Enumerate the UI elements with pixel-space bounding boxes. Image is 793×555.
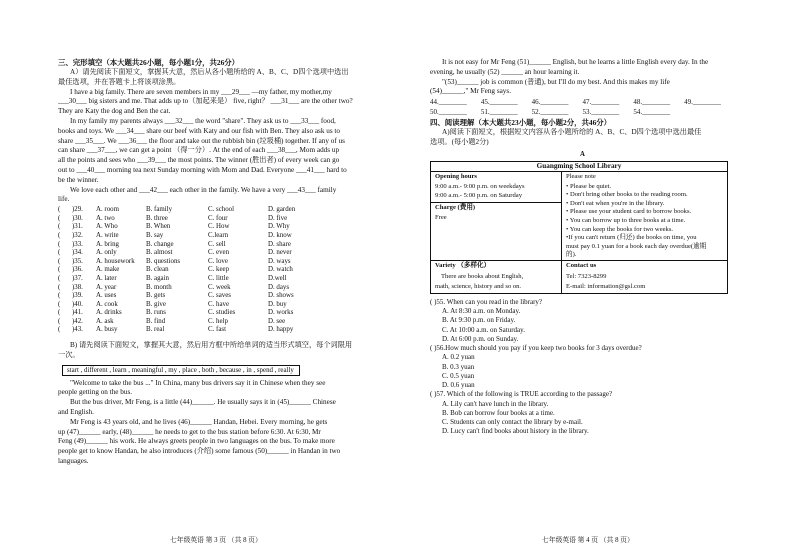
option-b: B. clean: [146, 266, 169, 274]
option-c: C. keep: [208, 266, 230, 274]
option-b: B. gets: [146, 292, 166, 300]
option-b: B. questions: [146, 257, 181, 265]
option-b: B. again: [146, 274, 169, 282]
answer-bracket[interactable]: (: [58, 223, 61, 231]
answer-blank[interactable]: 45.________: [480, 98, 518, 107]
passage-b-line: Mr Feng is 43 years old, and he lives (46)______ Handan, Hebei. Every morning, he gets: [70, 417, 328, 426]
answer-bracket[interactable]: (: [58, 274, 61, 282]
contact-phone: Tel: 7323-8299: [566, 272, 607, 280]
question-number: )35.: [72, 257, 83, 265]
passage-b-line: "Welcome to take the bus ..." In China, many bus drivers say it in Chinese when they see: [70, 378, 326, 387]
cloze-options-list: [58, 206, 386, 335]
library-title: Guangming School Library: [431, 162, 727, 172]
exam-page-3: [0, 0, 396, 555]
library-notice-table: [430, 161, 728, 294]
question-number: )39.: [72, 292, 83, 300]
question-number: )36.: [72, 266, 83, 274]
option-c: C. sell: [208, 240, 226, 248]
article-label: A: [580, 150, 585, 158]
option-b: B. month: [146, 283, 172, 291]
option-row: [58, 223, 386, 232]
question-option[interactable]: B. Bob can borrow four books at a time.: [442, 408, 555, 417]
question-number: )33.: [72, 240, 83, 248]
option-b: B. almost: [146, 249, 173, 257]
passage-a-line: out to ___40___ morning tea next Sunday morning with Mom and Dad. Everyone ___41___ hard to: [58, 165, 347, 174]
part-a-instruction-line: 最佳选项，并在答题卡上将该项涂黑。: [58, 77, 181, 86]
question-number: )37.: [72, 274, 83, 282]
contact-cell: [562, 261, 727, 293]
question-number: )32.: [72, 231, 83, 239]
question-number: )34.: [72, 249, 83, 257]
passage-b-line: up (47)______ early, (48)______ he needs to get to the bus station before 6:30. At 6:30, Mr: [58, 427, 321, 436]
option-a: A. bring: [96, 240, 119, 248]
part-a-instruction-line: A）请先阅读下面短文，掌握其大意，然后从各小题所给的 A、B、C、D四个选项中选出: [70, 68, 349, 76]
notes-cell: [562, 172, 727, 260]
note-item: • Please use your student card to borrow books.: [566, 208, 692, 216]
option-a: A. busy: [96, 326, 118, 334]
answer-bracket[interactable]: (: [58, 214, 61, 222]
option-b: B. When: [146, 223, 171, 231]
option-c: C. help: [208, 317, 228, 325]
option-b: B. find: [146, 317, 166, 325]
option-d: D. never: [268, 249, 292, 257]
blank-row: [430, 108, 735, 118]
option-d: D. shows: [268, 292, 294, 300]
note-item: •If you can't return (归还) the books on time, you: [566, 234, 697, 242]
option-row: [58, 215, 386, 224]
option-row: [58, 266, 386, 275]
note-label: Please note: [566, 172, 596, 180]
note-item: 的).: [566, 251, 577, 259]
word-box: start , different , learn , meaningful , my , place , both , because , in , spend , really: [62, 365, 300, 376]
answer-blank[interactable]: 44.________: [430, 98, 467, 107]
option-a: A. write: [96, 231, 119, 239]
answer-blank[interactable]: 53.________: [582, 107, 620, 116]
passage-cont-line: "(53)______ job is common (普通), but I'll do my best. And this makes my life: [442, 77, 670, 86]
variety-line: There are books about English,: [441, 272, 524, 280]
passage-a-line: books and toys. We ___34___ share our beef with Katy and our fish with Ben. They also ask us to: [58, 126, 341, 135]
section-4-title: 四、阅读理解（本大题共23小题，每小题2分，共46分）: [430, 118, 612, 128]
question-number: )41.: [72, 309, 83, 317]
option-b: B. say: [146, 231, 164, 239]
question-stem[interactable]: ( )56.How much should you pay if you keep two books for 3 days overdue?: [430, 343, 642, 352]
question-option[interactable]: C. At 10:00 a.m. on Saturday.: [442, 325, 525, 334]
option-row: [58, 309, 386, 318]
cloze-passage-a: [58, 88, 386, 206]
option-a: A. later: [96, 274, 117, 282]
answer-blank[interactable]: 51.________: [480, 107, 518, 116]
question-option[interactable]: D. At 6:00 p.m. on Sunday.: [442, 334, 519, 343]
answer-blank[interactable]: 46.________: [531, 98, 569, 107]
option-row: [58, 206, 386, 215]
passage-cont-line: evening, he usually (52) ______ an hour learning it.: [430, 67, 580, 76]
question-option[interactable]: B. 0.3 yuan: [442, 362, 475, 371]
note-item: • You can keep the books for two weeks.: [566, 225, 674, 233]
contact-label: Contact us: [566, 261, 597, 269]
option-c: C. little: [208, 274, 229, 282]
option-b: B. change: [146, 240, 174, 248]
answer-blank[interactable]: [684, 108, 735, 118]
option-row: [58, 275, 386, 284]
variety-label: Variety （多样化）: [435, 261, 491, 269]
option-row: [58, 249, 386, 258]
question-option[interactable]: D. 0.6 yuan: [442, 380, 475, 389]
option-c: C. fast: [208, 326, 226, 334]
option-row: [58, 284, 386, 293]
option-c: C. saves: [208, 292, 231, 300]
option-c: C. How: [208, 223, 230, 231]
note-item: must pay 0.1 yuan for a book each day overdue(逾期: [566, 242, 707, 250]
option-d: D. garden: [268, 206, 296, 214]
note-item: • Don't eat when you're in the library.: [566, 199, 665, 207]
answer-bracket[interactable]: (: [58, 257, 61, 265]
passage-a-line: I have a big family. There are seven members in my ___29___ —my father, my mother,my: [70, 87, 332, 96]
hours-charge-cell: [431, 172, 562, 260]
option-row: [58, 301, 386, 310]
option-a: A. room: [96, 206, 119, 214]
answer-blank[interactable]: 48.________: [633, 98, 671, 107]
option-d: D. Why: [268, 223, 290, 231]
option-c: C. week: [208, 283, 231, 291]
passage-a-line: be the winner.: [58, 175, 99, 184]
answer-bracket[interactable]: (: [58, 283, 61, 291]
answer-bracket[interactable]: (: [58, 206, 61, 214]
option-d: D. buy: [268, 300, 287, 308]
charge-value: Free: [435, 214, 447, 222]
passage-a-line: We love each other and ___42___ each other in the family. We have a very ___43___ family: [70, 185, 337, 194]
answer-blank[interactable]: 49.________: [684, 98, 721, 107]
option-row: [58, 258, 386, 267]
passage-b-line: Feng (49)______ his work. He always greets people in two languages on the bus. To make more: [58, 437, 335, 446]
question-number: )31.: [72, 223, 83, 231]
passage-a-line: ___30___ big sisters and me. That adds up to（加起来是） five, right？ ___31___ are the other two?: [58, 97, 353, 106]
option-row: [58, 292, 386, 301]
reading-questions: [430, 298, 735, 437]
option-d: D. share: [268, 240, 291, 248]
reading-instruction-line: 选项。(每小题2分): [430, 138, 489, 147]
option-b: B. real: [146, 326, 165, 334]
question-number: )43.: [72, 326, 83, 334]
answer-blanks: [430, 98, 735, 117]
question-option[interactable]: C. Students can only contact the library by e-mail.: [442, 417, 583, 426]
option-a: A. cook: [96, 300, 118, 308]
option-a: A. housework: [96, 257, 135, 265]
answer-bracket[interactable]: (: [58, 317, 61, 325]
question-stem[interactable]: ( )55. When can you read in the library?: [430, 297, 543, 306]
passage-a-line: They are Katy the dog and Ben the cat.: [58, 107, 171, 116]
passage-cont-line: (54)______," Mr Feng says.: [430, 87, 511, 96]
option-b: B. runs: [146, 309, 166, 317]
question-number: )38.: [72, 283, 83, 291]
page-footer: 七年级英语 第 4 页 （共 8 页）: [542, 537, 634, 544]
question-number: )30.: [72, 214, 83, 222]
passage-b-line: people getting on the bus.: [58, 388, 133, 397]
question-number: )42.: [72, 317, 83, 325]
option-d: D.well: [268, 274, 287, 282]
page-footer: 七年级英语 第 3 页 （共 8 页）: [170, 537, 262, 544]
note-item: • Please be quiet.: [566, 182, 612, 190]
option-a: A. uses: [96, 292, 117, 300]
passage-b-line: languages.: [58, 457, 89, 466]
answer-bracket[interactable]: (: [58, 240, 61, 248]
section-3-title: 三、完形填空（本大题共26小题，每小题1分，共26分）: [58, 58, 240, 67]
charge-label: Charge (费用): [435, 203, 476, 211]
answer-bracket[interactable]: (: [58, 292, 61, 300]
option-a: A. two: [96, 214, 115, 222]
variety-cell: [431, 261, 562, 293]
option-row: [58, 326, 386, 335]
passage-a-line: can share ___37___, we can get a point （得一分）. At the end of each ___38___, Mom adds up: [58, 146, 340, 155]
reading-instruction-line: A)阅读下面短文，根据短文内容从各小题所给的 A、B、C、D四个选项中选出最佳: [442, 128, 702, 137]
question-option[interactable]: D. Lucy can't find books about history in the library.: [442, 427, 589, 436]
option-d: D. works: [268, 309, 294, 317]
answer-bracket[interactable]: (: [58, 300, 61, 308]
option-c: C. studies: [208, 309, 236, 317]
option-d: D. five: [268, 214, 288, 222]
option-a: A. make: [96, 266, 120, 274]
question-number: )29.: [72, 206, 83, 214]
question-number: )40.: [72, 300, 83, 308]
question-option[interactable]: A. At 8:30 a.m. on Monday.: [442, 307, 521, 316]
exam-page-4: [397, 0, 793, 555]
passage-a-line: In my family my parents always ___32___ the word "share". They ask us to ___33___ food,: [70, 116, 336, 125]
option-a: A. year: [96, 283, 117, 291]
part-b-instruction-line: B) 请先阅读下面短文，掌握其大意，然后用方框中所给单词的适当形式填空，每个词限用: [70, 341, 353, 350]
option-row: [58, 241, 386, 250]
question-option[interactable]: B. At 9:30 p.m. on Friday.: [442, 316, 516, 325]
passage-cont-line: It is not easy for Mr Feng (51)______ English, but he learns a little English every day. In the: [442, 58, 709, 66]
option-c: C. even: [208, 249, 230, 257]
note-item: • You can borrow up to three books at a time.: [566, 216, 686, 224]
contact-email: E-mail: information@gsl.com: [566, 283, 646, 291]
answer-blank[interactable]: 50.________: [430, 107, 467, 116]
option-b: B. three: [146, 214, 168, 222]
option-d: D. ways: [268, 257, 291, 265]
answer-bracket[interactable]: (: [58, 309, 61, 317]
passage-b-line: But the bus driver, Mr Feng, is a little (44)______. He usually says it in (45)______ Chinese: [70, 398, 336, 407]
option-row: [58, 232, 386, 241]
passage-b-line: and English.: [58, 408, 94, 417]
option-d: D. happy: [268, 326, 294, 334]
option-d: D. see: [268, 317, 286, 325]
note-item: • Don't bring other books to the reading room.: [566, 191, 688, 199]
option-d: D. watch: [268, 266, 293, 274]
option-b: B. family: [146, 206, 173, 214]
option-d: D. know: [268, 231, 292, 239]
option-c: C. school: [208, 206, 235, 214]
passage-a-line: life.: [58, 195, 70, 204]
cloze-passage-b: [58, 379, 386, 467]
answer-bracket[interactable]: (: [58, 326, 61, 334]
option-a: A. Who: [96, 223, 118, 231]
answer-bracket[interactable]: (: [58, 266, 61, 274]
passage-b-line: people get to know Handan, he also introduces (介绍) some famous (50)______ in Handan in two: [58, 447, 341, 456]
option-d: D. days: [268, 283, 290, 291]
opening-hours-weekdays: 9:00 a.m.- 9:00 p.m. on weekdays: [435, 182, 525, 190]
option-a: A. ask: [96, 317, 114, 325]
answer-blank[interactable]: 52.________: [531, 107, 569, 116]
passage-a-line: share ___35___. We ___36___ the floor and take out the rubbish bin (垃圾桶) together. If any of us: [58, 136, 345, 145]
option-a: A. drinks: [96, 309, 122, 317]
passage-a-line: all the points and sees who ___39___ the most points. The winner (胜出者) of every week can go: [58, 156, 340, 165]
answer-blank[interactable]: 54.________: [633, 107, 671, 116]
option-a: A. only: [96, 249, 117, 257]
passage-b-continued: [430, 58, 735, 97]
option-c: C. love: [208, 257, 228, 265]
variety-line: math, science, history and so on.: [435, 283, 522, 291]
option-c: C. four: [208, 214, 228, 222]
question-option[interactable]: A. 0.2 yuan: [442, 353, 475, 362]
opening-hours-label: Opening hours: [435, 172, 477, 180]
answer-bracket[interactable]: (: [58, 231, 61, 239]
answer-blank[interactable]: 47.________: [582, 98, 620, 107]
part-b-instruction-line: 一次。: [58, 350, 80, 359]
question-stem[interactable]: ( )57. Which of the following is TRUE according to the passage?: [430, 390, 613, 399]
option-row: [58, 318, 386, 327]
blank-row: [430, 98, 735, 108]
question-option[interactable]: C. 0.5 yuan: [442, 371, 475, 380]
option-c: C.learn: [208, 231, 229, 239]
option-c: C. have: [208, 300, 230, 308]
question-option[interactable]: A. Lily can't have lunch in the library.: [442, 399, 549, 408]
opening-hours-saturday: 9:00 a.m.- 5:00 p.m. on Saturday: [431, 191, 561, 203]
answer-bracket[interactable]: (: [58, 249, 61, 257]
option-b: B. give: [146, 300, 166, 308]
